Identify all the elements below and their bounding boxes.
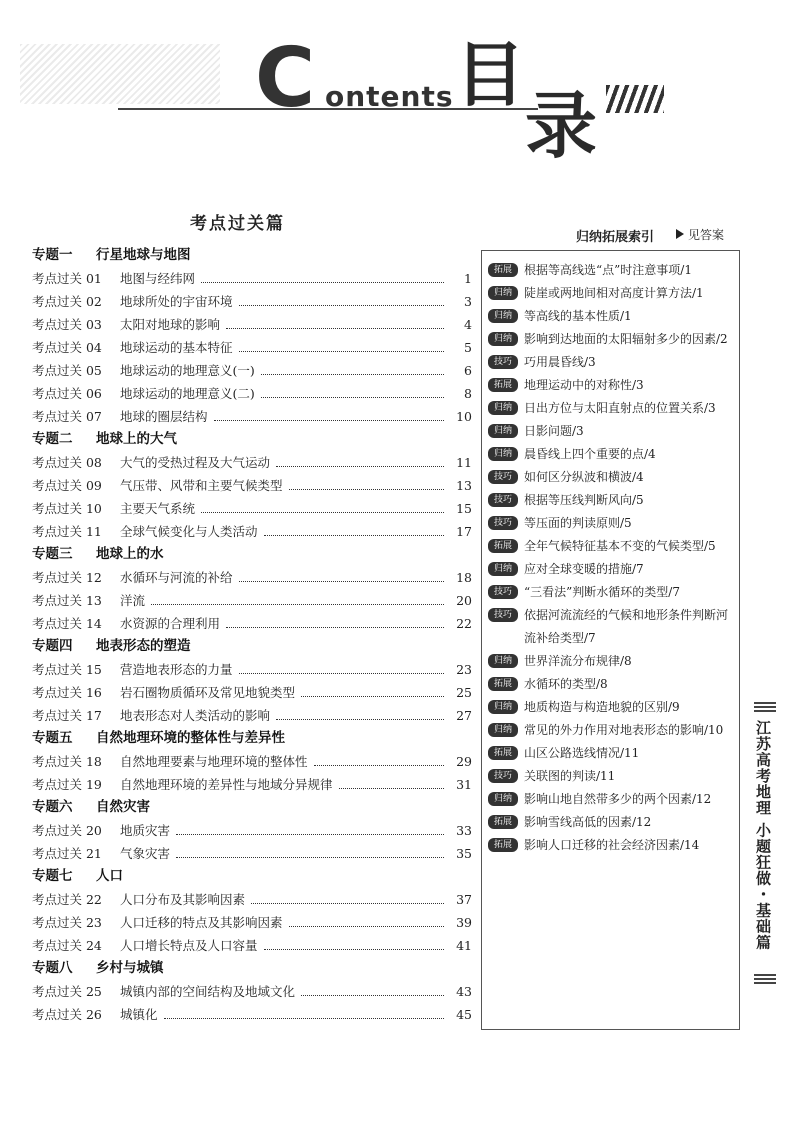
index-text: 常见的外力作用对地表形态的影响/10 [524,723,724,737]
index-tag: 技巧 [488,493,518,507]
entry-page: 18 [456,570,472,585]
entry-title: 气压带、风带和主要气候类型 [120,478,283,493]
index-text: 晨昏线上四个重要的点/4 [524,447,656,461]
topic-heading [32,543,472,566]
entry-title: 城镇化 [120,1007,158,1022]
index-item[interactable] [488,811,733,834]
index-tag: 归纳 [488,723,518,737]
index-tag: 技巧 [488,585,518,599]
entry-title: 地质灾害 [120,823,171,838]
index-item[interactable] [488,558,733,581]
entry-page: 25 [456,685,472,700]
entry-code: 考点过关 08 [32,455,102,470]
side-label-strip [748,700,780,1000]
entry-page: 11 [456,455,472,470]
strip-decoration-bottom [754,972,776,984]
entry-title: 水资源的合理利用 [120,616,221,631]
index-tag: 技巧 [488,355,518,369]
entry-page: 20 [456,593,472,608]
index-item[interactable] [488,604,733,650]
leader-dots [201,497,444,513]
index-item[interactable] [488,351,733,374]
entry-code: 考点过关 23 [32,915,102,930]
entry-code: 考点过关 25 [32,984,102,999]
title-char-lu: 录 [525,84,598,168]
entry-page: 13 [456,478,472,493]
index-item[interactable] [488,443,733,466]
toc-entry[interactable] [32,566,472,589]
toc-entry[interactable] [32,451,472,474]
entry-title: 大气的受热过程及大气运动 [120,455,271,470]
leader-dots [164,1003,444,1019]
entry-page: 23 [456,662,472,677]
entry-code: 考点过关 04 [32,340,102,355]
index-text: 世界洋流分布规律/8 [524,654,632,668]
entry-code: 考点过关 11 [32,524,102,539]
toc-entry[interactable] [32,980,472,1003]
entry-title: 人口增长特点及人口容量 [120,938,258,953]
page-header [0,0,790,200]
leader-dots [201,267,444,283]
entry-code: 考点过关 21 [32,846,102,861]
entry-page: 4 [464,317,472,332]
entry-title: 地球所处的宇宙环境 [120,294,233,309]
index-title: 归纳拓展索引 [576,230,655,245]
entry-page: 3 [464,294,472,309]
entry-title: 水循环与河流的补给 [120,570,233,585]
index-item[interactable] [488,259,733,282]
index-text: 陡崖或两地间相对高度计算方法/1 [524,286,704,300]
index-item[interactable] [488,719,733,742]
index-text: “三看法”判断水循环的类型/7 [524,585,680,599]
index-text: 水循环的类型/8 [524,677,608,691]
entry-page: 41 [456,938,472,953]
index-item[interactable] [488,581,733,604]
leader-dots [289,911,444,927]
index-item[interactable] [488,397,733,420]
entry-page: 5 [464,340,472,355]
leader-dots [276,451,444,467]
title-char-mu: 目 [455,34,525,116]
toc-entry[interactable] [32,681,472,704]
side-label: 江苏高考地理 小题狂做・基础篇 [754,720,772,951]
leader-dots [239,658,444,674]
leader-dots [301,980,444,996]
toc-entry[interactable] [32,888,472,911]
entry-title: 洋流 [120,593,146,608]
index-item[interactable] [488,466,733,489]
index-text: 影响到达地面的太阳辐射多少的因素/2 [524,332,728,346]
index-text: 地理运动中的对称性/3 [524,378,644,392]
toc-entry[interactable] [32,750,472,773]
toc-entry[interactable] [32,313,472,336]
entry-title: 岩石圈物质循环及常见地貌类型 [120,685,296,700]
topic-heading [32,635,472,658]
entry-title: 城镇内部的空间结构及地域文化 [120,984,296,999]
index-tag: 拓展 [488,838,518,852]
index-tag: 拓展 [488,378,518,392]
section-title: 考点过关篇 [190,214,285,234]
entry-page: 31 [456,777,472,792]
leader-dots [339,773,444,789]
index-item[interactable] [488,535,733,558]
topic-heading [32,727,472,750]
index-tag: 技巧 [488,470,518,484]
toc-entry[interactable] [32,704,472,727]
index-text: 等高线的基本性质/1 [524,309,632,323]
index-text: 巧用晨昏线/3 [524,355,596,369]
topic-number: 专题五 [32,730,73,746]
contents-word: ontents [325,80,454,113]
entry-code: 考点过关 15 [32,662,102,677]
topic-number: 专题一 [32,247,73,263]
index-text: 影响人口迁移的社会经济因素/14 [524,838,700,852]
index-text: 影响雪线高低的因素/12 [524,815,652,829]
entry-title: 地球运动的地理意义(一) [120,363,255,378]
topic-number: 专题八 [32,960,73,976]
toc-entry[interactable] [32,520,472,543]
index-text: 山区公路选线情况/11 [524,746,640,760]
toc-entry[interactable] [32,842,472,865]
entry-code: 考点过关 09 [32,478,102,493]
toc-entry[interactable] [32,819,472,842]
summary-index-box [481,250,740,1030]
entry-title: 人口分布及其影响因素 [120,892,246,907]
index-tag: 拓展 [488,746,518,760]
table-of-contents [32,244,472,1026]
entry-title: 人口迁移的特点及其影响因素 [120,915,283,930]
toc-entry[interactable] [32,474,472,497]
entry-code: 考点过关 06 [32,386,102,401]
leader-dots [239,290,444,306]
entry-code: 考点过关 16 [32,685,102,700]
entry-code: 考点过关 01 [32,271,102,286]
entry-title: 气象灾害 [120,846,171,861]
entry-title: 自然地理要素与地理环境的整体性 [120,754,308,769]
entry-page: 8 [464,386,472,401]
entry-title: 地球运动的基本特征 [120,340,233,355]
index-tag: 归纳 [488,332,518,346]
entry-code: 考点过关 19 [32,777,102,792]
topic-name: 自然地理环境的整体性与差异性 [96,730,285,746]
see-answer-label: 见答案 [688,228,725,242]
leader-dots [214,405,444,421]
leader-dots [301,681,444,697]
index-tag: 归纳 [488,424,518,438]
entry-title: 太阳对地球的影响 [120,317,221,332]
index-text: 应对全球变暖的措施/7 [524,562,644,576]
index-tag: 拓展 [488,677,518,691]
leader-dots [264,934,444,950]
topic-number: 专题四 [32,638,73,654]
arrow-right-icon [676,229,684,239]
leader-dots [289,474,444,490]
topic-heading [32,957,472,980]
leader-dots [251,888,444,904]
toc-entry[interactable] [32,911,472,934]
entry-page: 39 [456,915,472,930]
toc-entry[interactable] [32,405,472,428]
entry-page: 1 [464,271,472,286]
topic-heading [32,244,472,267]
entry-title: 主要天气系统 [120,501,196,516]
entry-page: 10 [456,409,472,424]
index-text: 全年气候特征基本不变的气候类型/5 [524,539,716,553]
leader-dots [226,313,444,329]
entry-page: 29 [456,754,472,769]
entry-code: 考点过关 10 [32,501,102,516]
topic-name: 乡村与城镇 [96,960,164,976]
toc-entry[interactable] [32,934,472,957]
index-tag: 归纳 [488,401,518,415]
entry-page: 35 [456,846,472,861]
topic-name: 地球上的大气 [96,431,177,447]
topic-heading [32,865,472,888]
entry-title: 全球气候变化与人类活动 [120,524,258,539]
leader-dots [261,382,444,398]
entry-title: 自然地理环境的差异性与地域分异规律 [120,777,333,792]
leader-dots [239,566,444,582]
index-tag: 拓展 [488,539,518,553]
index-tag: 归纳 [488,700,518,714]
topic-name: 地球上的水 [96,546,164,562]
index-text: 根据等压线判断风向/5 [524,493,644,507]
index-text: 影响山地自然带多少的两个因素/12 [524,792,712,806]
entry-title: 地图与经纬网 [120,271,196,286]
index-item[interactable] [488,374,733,397]
leader-dots [261,359,444,375]
entry-title: 地球运动的地理意义(二) [120,386,255,401]
entry-page: 15 [456,501,472,516]
entry-page: 45 [456,1007,472,1022]
index-item[interactable] [488,282,733,305]
toc-entry[interactable] [32,382,472,405]
entry-code: 考点过关 22 [32,892,102,907]
leader-dots [176,819,444,835]
index-tag: 技巧 [488,769,518,783]
entry-page: 37 [456,892,472,907]
index-text: 根据等高线选“点”时注意事项/1 [524,263,692,277]
index-item[interactable] [488,765,733,788]
index-tag: 归纳 [488,447,518,461]
index-tag: 技巧 [488,608,518,622]
index-tag: 拓展 [488,263,518,277]
header-pattern [20,44,220,104]
index-item[interactable] [488,742,733,765]
decorative-slashes [606,85,664,113]
index-text: 依据河流流经的气候和地形条件判断河流补给类型/7 [524,608,729,645]
entry-code: 考点过关 13 [32,593,102,608]
index-tag: 归纳 [488,309,518,323]
toc-entry[interactable] [32,612,472,635]
toc-entry[interactable] [32,658,472,681]
topic-heading [32,428,472,451]
index-item[interactable] [488,788,733,811]
index-text: 日出方位与太阳直射点的位置关系/3 [524,401,716,415]
topic-name: 行星地球与地图 [96,247,191,263]
index-item[interactable] [488,420,733,443]
leader-dots [314,750,444,766]
toc-entry[interactable] [32,267,472,290]
entry-title: 地表形态对人类活动的影响 [120,708,271,723]
topic-number: 专题七 [32,868,73,884]
index-text: 关联图的判读/11 [524,769,616,783]
contents-initial: C [255,31,316,126]
leader-dots [226,612,444,628]
entry-code: 考点过关 26 [32,1007,102,1022]
toc-entry[interactable] [32,359,472,382]
index-tag: 归纳 [488,792,518,806]
entry-page: 17 [456,524,472,539]
entry-code: 考点过关 24 [32,938,102,953]
topic-name: 人口 [96,868,123,884]
toc-entry[interactable] [32,290,472,313]
entry-title: 地球的圈层结构 [120,409,208,424]
toc-entry[interactable] [32,336,472,359]
index-item[interactable] [488,650,733,673]
entry-code: 考点过关 05 [32,363,102,378]
topic-number: 专题六 [32,799,73,815]
leader-dots [151,589,444,605]
toc-entry[interactable] [32,589,472,612]
entry-code: 考点过关 07 [32,409,102,424]
index-tag: 归纳 [488,562,518,576]
topic-name: 地表形态的塑造 [96,638,191,654]
entry-page: 22 [456,616,472,631]
leader-dots [276,704,444,720]
entry-code: 考点过关 20 [32,823,102,838]
index-item[interactable] [488,673,733,696]
entry-code: 考点过关 18 [32,754,102,769]
entry-code: 考点过关 03 [32,317,102,332]
leader-dots [176,842,444,858]
topic-name: 自然灾害 [96,799,150,815]
index-text: 地质构造与构造地貌的区别/9 [524,700,680,714]
index-item[interactable] [488,834,733,857]
index-item[interactable] [488,512,733,535]
index-item[interactable] [488,328,733,351]
index-text: 日影问题/3 [524,424,584,438]
entry-code: 考点过关 12 [32,570,102,585]
leader-dots [239,336,444,352]
entry-page: 27 [456,708,472,723]
index-item[interactable] [488,305,733,328]
leader-dots [264,520,444,536]
index-item[interactable] [488,489,733,512]
topic-heading [32,796,472,819]
index-tag: 拓展 [488,815,518,829]
entry-code: 考点过关 02 [32,294,102,309]
entry-page: 43 [456,984,472,999]
index-text: 等压面的判读原则/5 [524,516,632,530]
toc-entry[interactable] [32,773,472,796]
toc-entry[interactable] [32,497,472,520]
entry-code: 考点过关 17 [32,708,102,723]
index-text: 如何区分纵波和横波/4 [524,470,644,484]
strip-decoration-top [754,700,776,712]
toc-entry[interactable] [32,1003,472,1026]
entry-page: 6 [464,363,472,378]
index-tag: 归纳 [488,654,518,668]
entry-code: 考点过关 14 [32,616,102,631]
topic-number: 专题二 [32,431,73,447]
index-item[interactable] [488,696,733,719]
entry-title: 营造地表形态的力量 [120,662,233,677]
index-tag: 归纳 [488,286,518,300]
index-tag: 技巧 [488,516,518,530]
topic-number: 专题三 [32,546,73,562]
entry-page: 33 [456,823,472,838]
